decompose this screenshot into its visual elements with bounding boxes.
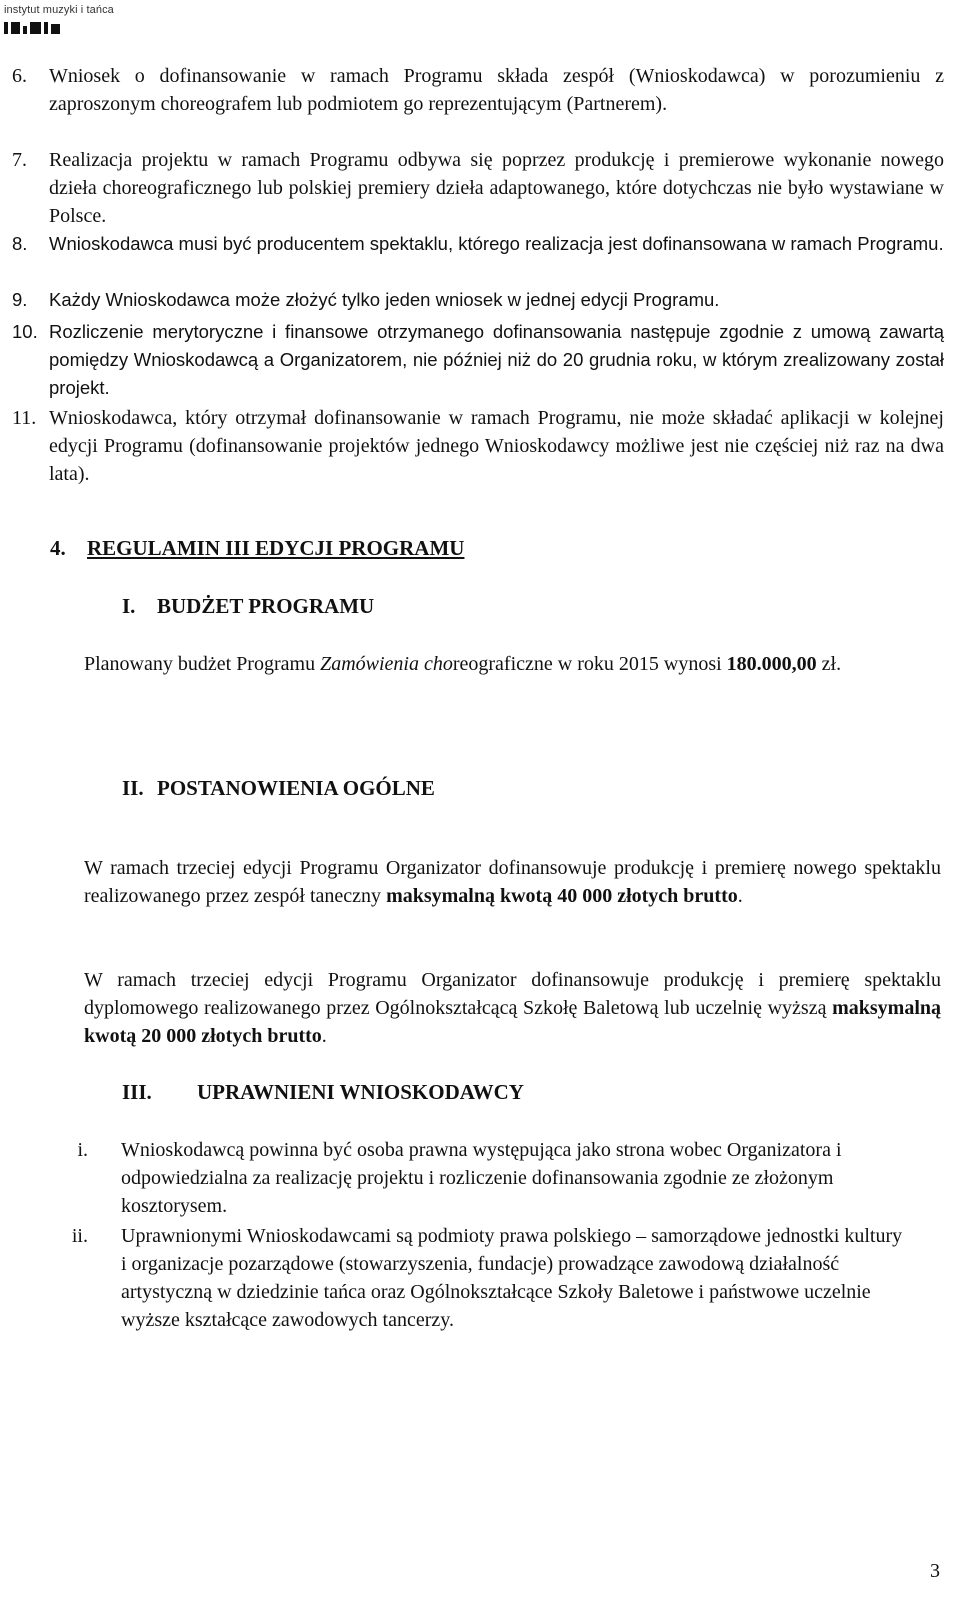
subsection-heading-eligible bbox=[122, 1080, 524, 1105]
list-item-number: 7. bbox=[12, 149, 27, 171]
roman-list-text: Wnioskodawcą powinna być osoba prawna występująca jako strona wobec Organizatora i odpowiedzialna za realizację projektu i rozliczenie dofinansowania zgodnie ze złożonym kosztorysem. bbox=[121, 1139, 842, 1217]
list-item-text: Wniosek o dofinansowanie w ramach Programu składa zespół (Wnioskodawca) w porozumieniu z zaproszonym choreografem lub podmiotem go reprezentującym (Partnerem). bbox=[49, 65, 944, 115]
list-item bbox=[12, 62, 944, 118]
list-item-number: 10. bbox=[12, 321, 38, 342]
subsection-title: POSTANOWIENIA OGÓLNE bbox=[157, 776, 435, 800]
budget-text: Planowany budżet Programu bbox=[84, 653, 321, 675]
budget-text-cont: reograficzne w roku 2015 wynosi bbox=[452, 653, 727, 675]
budget-paragraph bbox=[84, 650, 941, 678]
list-item-text: Wnioskodawca, który otrzymał dofinansowanie w ramach Programu, nie może składać aplikacji w kolejnej edycji Programu (dofinansowanie projektów jednego Wnioskodawcy możliwe jest nie częściej niż raz na dwa lata). bbox=[49, 407, 944, 485]
list-item-text: Każdy Wnioskodawca może złożyć tylko jeden wniosek w jednej edycji Programu. bbox=[49, 289, 720, 310]
general-p2-text: W ramach trzeciej edycji Programu Organizator dofinansowuje produkcję i premierę spektaklu dyplomowego realizowanego przez Ogólnokształcącą Szkołę Baletową lub uczelnię wyższą bbox=[84, 969, 941, 1019]
list-item bbox=[12, 404, 944, 488]
subsection-title: UPRAWNIENI WNIOSKODAWCY bbox=[197, 1080, 524, 1104]
budget-amount: 180.000,00 bbox=[726, 653, 817, 675]
general-paragraph-1 bbox=[84, 854, 941, 910]
list-item-text: Realizacja projektu w ramach Programu odbywa się poprzez produkcję i premierowe wykonanie nowego dzieła choreograficznego lub polskiej premiery dzieła adaptowanego, które dotychczas nie było wystawiane w Polsce. bbox=[49, 149, 944, 227]
roman-list-item bbox=[50, 1222, 910, 1334]
page-number: 3 bbox=[930, 1560, 940, 1582]
list-item bbox=[12, 230, 944, 258]
list-item bbox=[12, 286, 944, 314]
section-heading bbox=[50, 536, 464, 561]
roman-list-text: Uprawnionymi Wnioskodawcami są podmioty prawa polskiego – samorządowe jednostki kultury i organizacje pozarządowe (stowarzyszenia, fundacje) prowadzące zawodową działalność artystyczną w dziedzinie tańca oraz Ogólnokształcące Szkoły Baletowe i państwowe uczelnie wyższe kształcące zawodowych tancerzy. bbox=[121, 1225, 903, 1331]
list-item-text: Rozliczenie merytoryczne i finansowe otrzymanego dofinansowania następuje zgodnie z umową zawartą pomiędzy Wnioskodawcą a Organizatorem, nie później niż do 20 grudnia roku, w którym zrealizowany został projekt. bbox=[49, 321, 944, 398]
general-p2-amount: maksymalną kwotą 20 000 złotych brutto bbox=[84, 997, 941, 1047]
general-p1-amount: maksymalną kwotą 40 000 złotych brutto bbox=[386, 885, 738, 907]
program-name-italic: Zamówienia cho bbox=[320, 653, 453, 675]
list-item-number: 6. bbox=[12, 65, 27, 87]
subsection-number: II. bbox=[122, 776, 144, 800]
list-item-number: 11. bbox=[12, 407, 37, 429]
list-item-text: Wnioskodawca musi być producentem spektaklu, którego realizacja jest dofinansowana w ramach Programu. bbox=[49, 233, 944, 254]
subsection-number: I. bbox=[122, 594, 136, 618]
section-title: REGULAMIN III EDYCJI PROGRAMU bbox=[87, 536, 465, 560]
general-p1-end: . bbox=[737, 885, 743, 907]
list-item bbox=[12, 146, 944, 230]
logo-bars-icon bbox=[4, 20, 124, 34]
list-item-number: 8. bbox=[12, 233, 28, 254]
institute-logo bbox=[4, 4, 124, 38]
roman-list-number: i. bbox=[77, 1139, 88, 1161]
roman-list-item bbox=[50, 1136, 910, 1220]
budget-currency: zł. bbox=[816, 653, 842, 675]
general-p1-text: W ramach trzeciej edycji Programu Organizator dofinansowuje produkcję i premierę nowego spektaklu realizowanego przez zespół taneczny bbox=[84, 857, 941, 907]
logo-text: instytut muzyki i tańca bbox=[4, 4, 114, 16]
roman-list-number: ii. bbox=[71, 1225, 88, 1247]
list-item-number: 9. bbox=[12, 289, 28, 310]
subsection-title: BUDŻET PROGRAMU bbox=[157, 594, 375, 618]
section-number: 4. bbox=[50, 536, 66, 560]
subsection-number: III. bbox=[122, 1080, 152, 1104]
general-paragraph-2 bbox=[84, 966, 941, 1050]
subsection-heading-general bbox=[122, 776, 435, 801]
list-item bbox=[12, 318, 944, 402]
general-p2-end: . bbox=[321, 1025, 327, 1047]
subsection-heading-budget bbox=[122, 594, 374, 619]
